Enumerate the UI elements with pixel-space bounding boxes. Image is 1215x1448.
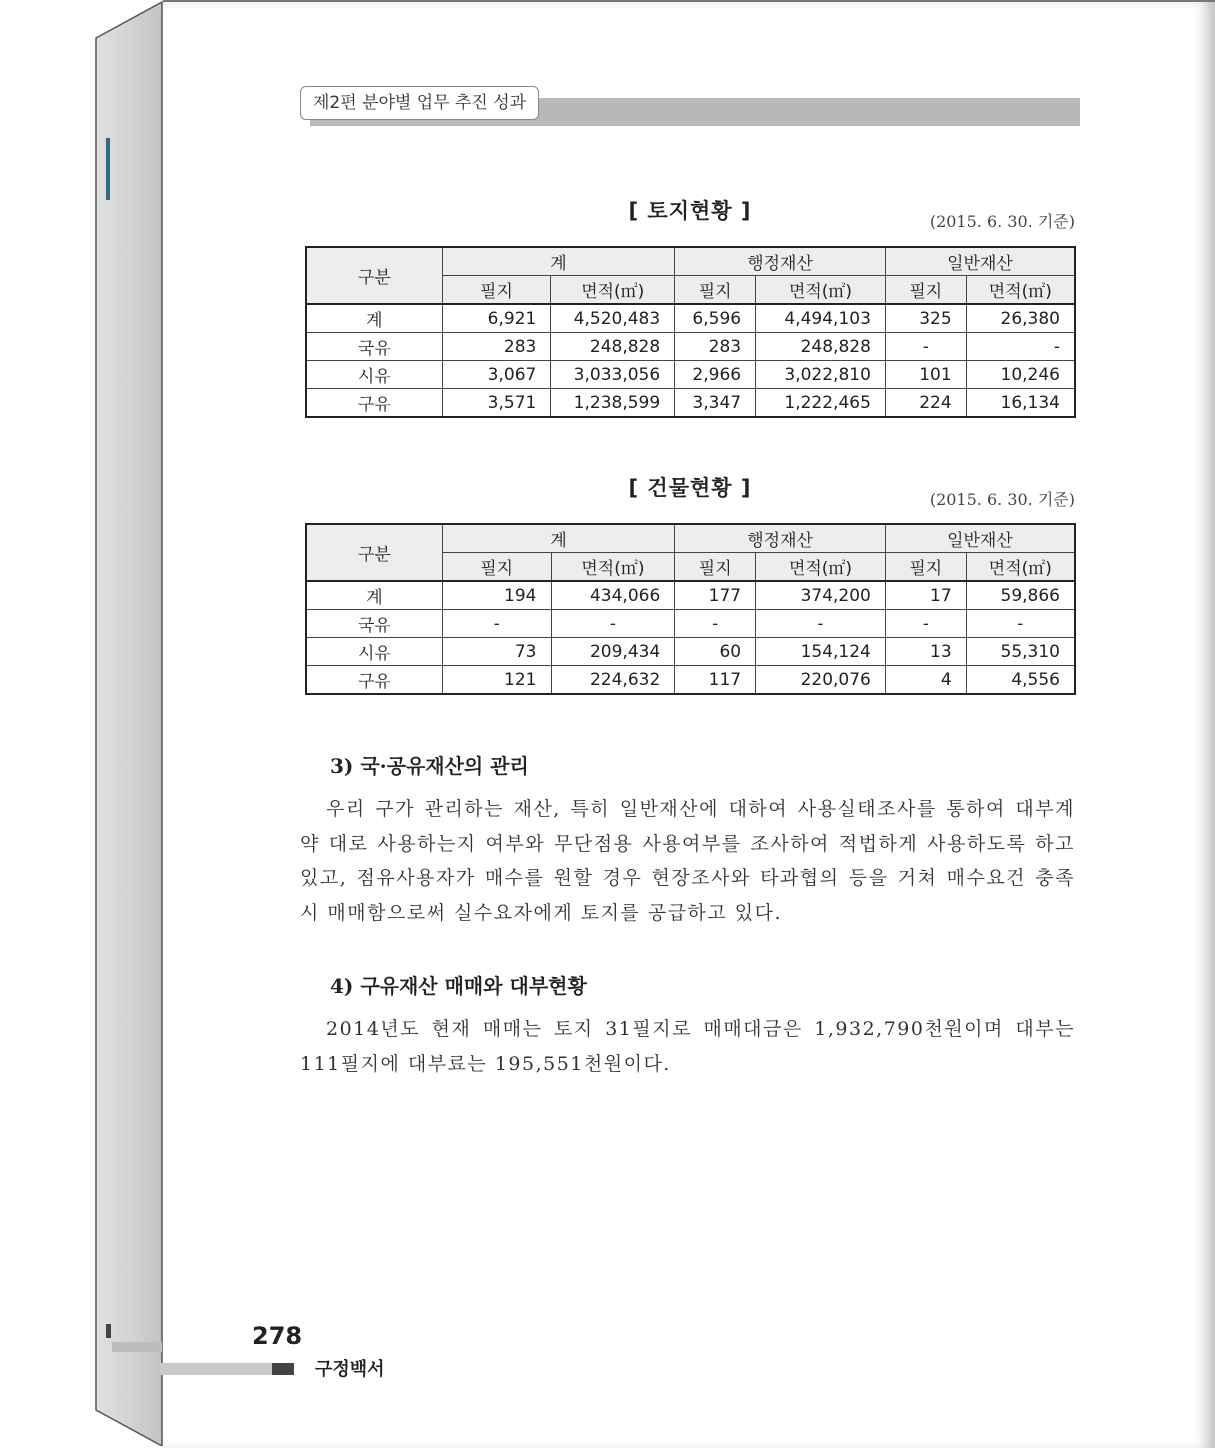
header-category: 구분	[306, 247, 442, 304]
cell: 177	[675, 581, 756, 610]
table-row	[306, 389, 1075, 418]
cell: 13	[885, 638, 966, 666]
table-row	[306, 304, 1075, 333]
cell: 4	[885, 666, 966, 695]
row-label: 구유	[306, 666, 442, 695]
row-label: 계	[306, 304, 442, 333]
cell: 3,067	[442, 361, 551, 389]
header-lot: 필지	[675, 276, 756, 305]
cell: 10,246	[966, 361, 1075, 389]
header-group-total: 계	[442, 247, 675, 276]
section3-heading: 3) 국·공유재산의 관리	[330, 754, 529, 778]
header-lot: 필지	[442, 276, 551, 305]
building-table-date: (2015. 6. 30. 기준)	[929, 490, 1075, 509]
header-group-total: 계	[442, 524, 674, 553]
land-table-title: [ 토지현황 ]	[628, 199, 752, 223]
header-area: 면적(㎡)	[551, 553, 675, 582]
chapter-header: 제2편 분야별 업무 추진 성과	[300, 86, 539, 120]
cell: 220,076	[756, 666, 886, 695]
cell: 101	[885, 361, 966, 389]
header-area: 면적(㎡)	[756, 553, 886, 582]
section3-body: 우리 구가 관리하는 재산, 특히 일반재산에 대하여 사용실태조사를 통하여 대부계약 대로 사용하는지 여부와 무단점용 사용여부를 조사하여 적법하게 사용하도록 하고 있고, 점유사용자가 매수를 원할 경우 현장조사와 타과협의 등을 거쳐 매수요건 충족 시 매매함으로써 실수요자에게 토지를 공급하고 있다.	[300, 798, 1075, 924]
footer-bar	[160, 1363, 272, 1375]
building-table	[305, 523, 1076, 695]
table-row	[306, 333, 1075, 361]
table-row	[306, 666, 1075, 695]
cell: 209,434	[551, 638, 675, 666]
cell: 224	[885, 389, 966, 418]
cell: 6,596	[675, 304, 756, 333]
header-lot: 필지	[885, 553, 966, 582]
table-row	[306, 610, 1075, 638]
cell: 283	[442, 333, 551, 361]
cell: 55,310	[966, 638, 1075, 666]
cell: 194	[442, 581, 551, 610]
cell: 6,921	[442, 304, 551, 333]
cell: 248,828	[756, 333, 886, 361]
cell: 3,022,810	[756, 361, 886, 389]
cell: 325	[885, 304, 966, 333]
cell: -	[756, 610, 886, 638]
cell: 73	[442, 638, 551, 666]
cell: 224,632	[551, 666, 675, 695]
cell: -	[885, 610, 966, 638]
row-label: 구유	[306, 389, 442, 418]
building-table-title: [ 건물현황 ]	[628, 476, 752, 500]
section4-heading: 4) 구유재산 매매와 대부현황	[330, 974, 587, 998]
row-label: 국유	[306, 610, 442, 638]
cell: 3,347	[675, 389, 756, 418]
cell: 26,380	[966, 304, 1075, 333]
footer-block	[272, 1363, 294, 1375]
cell: 16,134	[966, 389, 1075, 418]
land-table-date: (2015. 6. 30. 기준)	[929, 212, 1075, 231]
cell: 117	[675, 666, 756, 695]
cell: 1,222,465	[756, 389, 886, 418]
land-table	[305, 246, 1076, 418]
cell: -	[675, 610, 756, 638]
cell: 2,966	[675, 361, 756, 389]
header-category: 구분	[306, 524, 442, 581]
cell: 374,200	[756, 581, 886, 610]
row-label: 국유	[306, 333, 442, 361]
row-label: 시유	[306, 361, 442, 389]
table-row	[306, 638, 1075, 666]
cell: 121	[442, 666, 551, 695]
header-area: 면적(㎡)	[966, 276, 1075, 305]
cell: 1,238,599	[551, 389, 675, 418]
cell: 434,066	[551, 581, 675, 610]
header-area: 면적(㎡)	[756, 276, 886, 305]
cell: -	[442, 610, 551, 638]
row-label: 계	[306, 581, 442, 610]
cell: 17	[885, 581, 966, 610]
header-area: 면적(㎡)	[966, 553, 1075, 582]
header-lot: 필지	[442, 553, 551, 582]
cell: 4,520,483	[551, 304, 675, 333]
cell: -	[551, 610, 675, 638]
cell: -	[966, 610, 1075, 638]
cell: 154,124	[756, 638, 886, 666]
header-group-general: 일반재산	[885, 524, 1075, 553]
cell: 3,571	[442, 389, 551, 418]
cell: 248,828	[551, 333, 675, 361]
header-lot: 필지	[675, 553, 756, 582]
row-label: 시유	[306, 638, 442, 666]
table-row	[306, 581, 1075, 610]
header-lot: 필지	[885, 276, 966, 305]
cell: -	[966, 333, 1075, 361]
header-group-general: 일반재산	[885, 247, 1075, 276]
cell: 4,556	[966, 666, 1075, 695]
cell: 59,866	[966, 581, 1075, 610]
header-area: 면적(㎡)	[551, 276, 675, 305]
table-row	[306, 361, 1075, 389]
cell: 3,033,056	[551, 361, 675, 389]
header-group-admin: 행정재산	[675, 524, 886, 553]
cell: 283	[675, 333, 756, 361]
cell: 60	[675, 638, 756, 666]
cell: 4,494,103	[756, 304, 886, 333]
section4-body: 2014년도 현재 매매는 토지 31필지로 매매대금은 1,932,790천원이며 대부는 111필지에 대부료는 195,551천원이다.	[300, 1018, 1075, 1075]
page-number: 278	[252, 1322, 303, 1350]
book-title: 구정백서	[315, 1359, 385, 1380]
cell: -	[885, 333, 966, 361]
header-group-admin: 행정재산	[675, 247, 886, 276]
